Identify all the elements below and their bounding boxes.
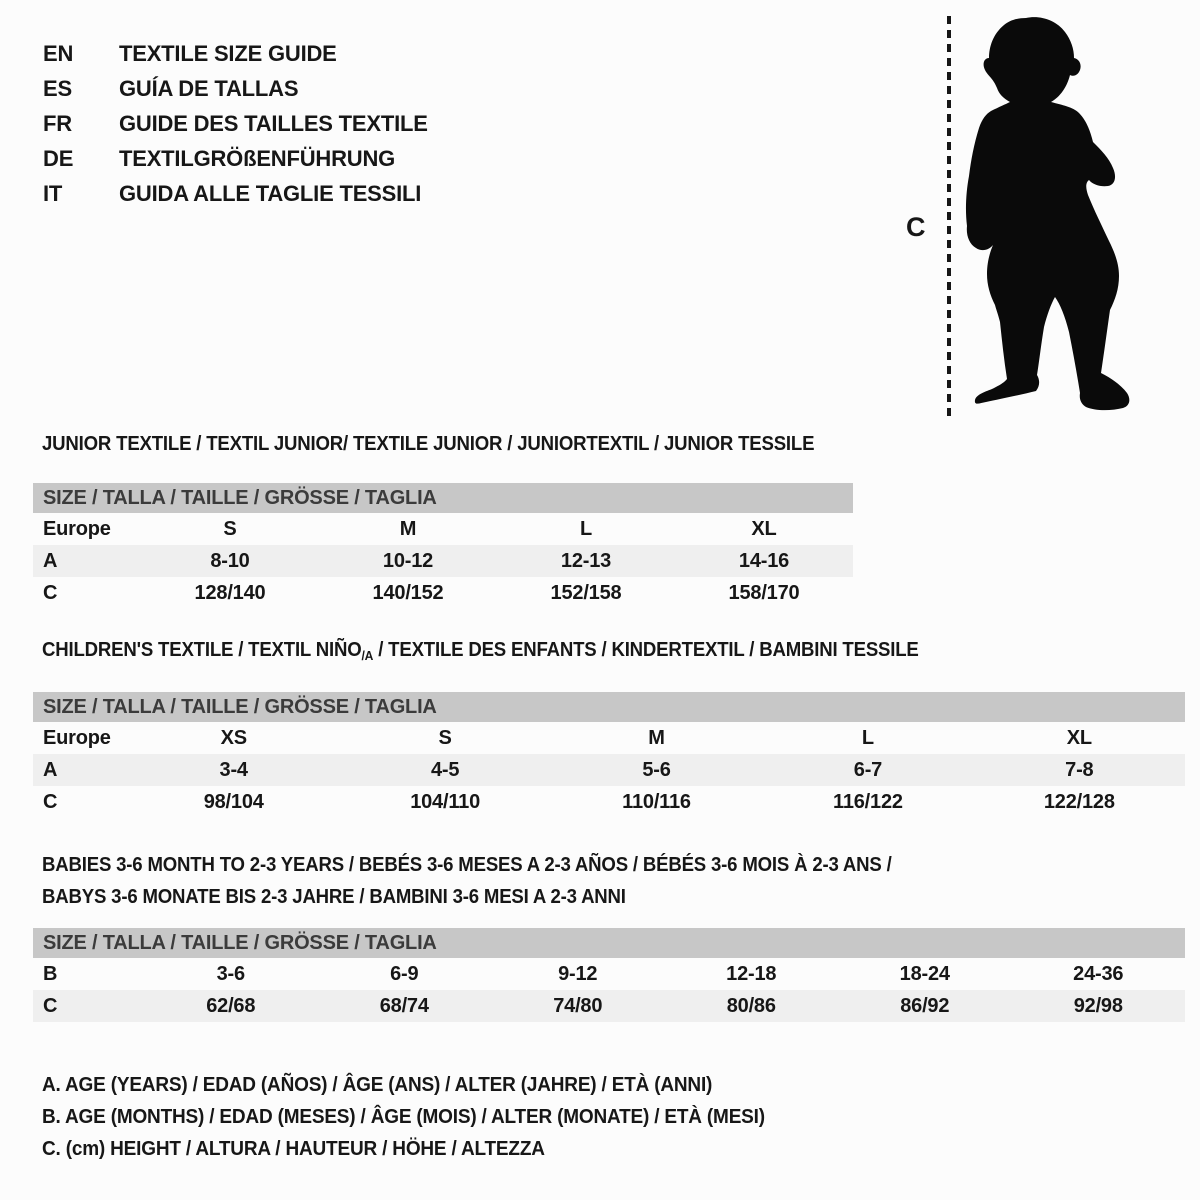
height-measure-label: C: [906, 212, 926, 242]
size-cell: 6-7: [853, 758, 883, 781]
babies-title-line2: BABYS 3-6 MONATE BIS 2-3 JAHRE / BAMBINI 3-6 MESI A 2-3 ANNI: [42, 886, 626, 908]
lang-code: FR: [43, 111, 72, 136]
table-row: [33, 577, 853, 609]
table-row: [33, 754, 1185, 786]
table-row: [33, 545, 853, 577]
size-cell: S: [438, 726, 452, 749]
size-cell: 152/158: [550, 581, 622, 604]
table-row: [33, 990, 1185, 1022]
size-cell: 98/104: [203, 790, 264, 813]
size-cell: 104/110: [410, 790, 480, 813]
size-cell: 8-10: [210, 549, 250, 572]
size-cell: 3-4: [219, 758, 248, 781]
row-label: Europe: [43, 517, 111, 540]
row-label: B: [43, 962, 58, 985]
table-row: [33, 513, 853, 545]
legend-line-b: B. AGE (MONTHS) / EDAD (MESES) / ÂGE (MOIS) / ALTER (MONATE) / ETÀ (MESI): [42, 1106, 765, 1128]
section-title-children: [42, 639, 919, 663]
title-subscript: /A: [361, 648, 374, 663]
toddler-silhouette-image: [962, 14, 1140, 420]
size-cell: 86/92: [900, 994, 950, 1017]
size-cell: 116/122: [833, 790, 903, 813]
lang-code: EN: [43, 41, 74, 66]
title-part: CHILDREN'S TEXTILE / TEXTIL NIÑO: [42, 639, 362, 661]
size-cell: 74/80: [553, 994, 603, 1017]
table-row: [33, 722, 1185, 754]
size-cell: 80/86: [726, 994, 776, 1017]
lang-code: IT: [43, 181, 63, 206]
lang-title: TEXTILGRÖßENFÜHRUNG: [119, 146, 396, 171]
babies-title-line1: BABIES 3-6 MONTH TO 2-3 YEARS / BEBÉS 3-6 MESES A 2-3 AÑOS / BÉBÉS 3-6 MOIS À 2-3 ANS /: [42, 854, 892, 876]
table-row: [33, 958, 1185, 990]
babies-size-table: [33, 928, 1185, 1022]
size-header-bar: SIZE / TALLA / TAILLE / GRÖSSE / TAGLIA: [33, 692, 1185, 722]
row-label: C: [43, 994, 58, 1017]
row-label: C: [43, 790, 58, 813]
measure-legend: [42, 1069, 803, 1165]
size-cell: 12-13: [560, 549, 612, 572]
size-cell: 92/98: [1073, 994, 1123, 1017]
size-cell: L: [579, 517, 593, 540]
junior-size-table: [33, 483, 853, 609]
size-cell: 158/170: [728, 581, 800, 604]
size-cell: 9-12: [558, 962, 598, 985]
lang-code: ES: [43, 76, 72, 101]
title-part: / TEXTILE DES ENFANTS / KINDERTEXTIL / BAMBINI TESSILE: [373, 639, 919, 661]
size-cell: M: [399, 517, 417, 540]
size-cell: 7-8: [1065, 758, 1094, 781]
row-label: Europe: [43, 726, 111, 749]
size-cell: 24-36: [1073, 962, 1124, 985]
size-cell: 110/116: [622, 790, 691, 813]
lang-row-de: [43, 141, 428, 176]
size-cell: 10-12: [382, 549, 434, 572]
legend-line-c: C. (cm) HEIGHT / ALTURA / HAUTEUR / HÖHE / ALTEZZA: [42, 1138, 545, 1160]
lang-title: TEXTILE SIZE GUIDE: [119, 41, 337, 66]
table-row: [33, 786, 1185, 818]
size-cell: 140/152: [372, 581, 444, 604]
lang-title: GUÍA DE TALLAS: [119, 76, 299, 101]
size-cell: 4-5: [430, 758, 460, 781]
lang-code: DE: [43, 146, 74, 171]
size-cell: 122/128: [1043, 790, 1115, 813]
size-cell: XL: [1066, 726, 1092, 749]
size-cell: XL: [751, 517, 777, 540]
size-cell: XS: [220, 726, 247, 749]
lang-title: GUIDE DES TAILLES TEXTILE: [119, 111, 428, 136]
size-cell: S: [223, 517, 237, 540]
lang-row-en: [43, 36, 428, 71]
size-cell: 6-9: [390, 962, 419, 985]
size-cell: 14-16: [738, 549, 790, 572]
language-title-list: [43, 36, 428, 211]
size-header-bar: SIZE / TALLA / TAILLE / GRÖSSE / TAGLIA: [33, 928, 1185, 958]
section-title-babies: [42, 849, 956, 913]
section-title-junior: JUNIOR TEXTILE / TEXTIL JUNIOR/ TEXTILE JUNIOR / JUNIORTEXTIL / JUNIOR TESSILE: [42, 433, 815, 455]
size-cell: 68/74: [379, 994, 429, 1017]
size-cell: M: [648, 726, 665, 749]
row-label: C: [43, 581, 58, 604]
size-cell: 5-6: [642, 758, 671, 781]
size-cell: 18-24: [899, 962, 950, 985]
lang-row-it: [43, 176, 428, 211]
legend-line-a: A. AGE (YEARS) / EDAD (AÑOS) / ÂGE (ANS) / ALTER (JAHRE) / ETÀ (ANNI): [42, 1074, 713, 1096]
size-cell: 128/140: [194, 581, 266, 604]
size-cell: L: [861, 726, 874, 749]
row-label: A: [43, 758, 58, 781]
lang-title: GUIDA ALLE TAGLIE TESSILI: [119, 181, 422, 206]
row-label: A: [43, 549, 58, 572]
lang-row-es: [43, 71, 428, 106]
height-dashed-line: [947, 16, 951, 416]
size-cell: 62/68: [206, 994, 256, 1017]
children-size-table: [33, 692, 1185, 818]
size-header-bar: SIZE / TALLA / TAILLE / GRÖSSE / TAGLIA: [33, 483, 853, 513]
size-cell: 3-6: [216, 962, 245, 985]
size-cell: 12-18: [726, 962, 777, 985]
lang-row-fr: [43, 106, 428, 141]
